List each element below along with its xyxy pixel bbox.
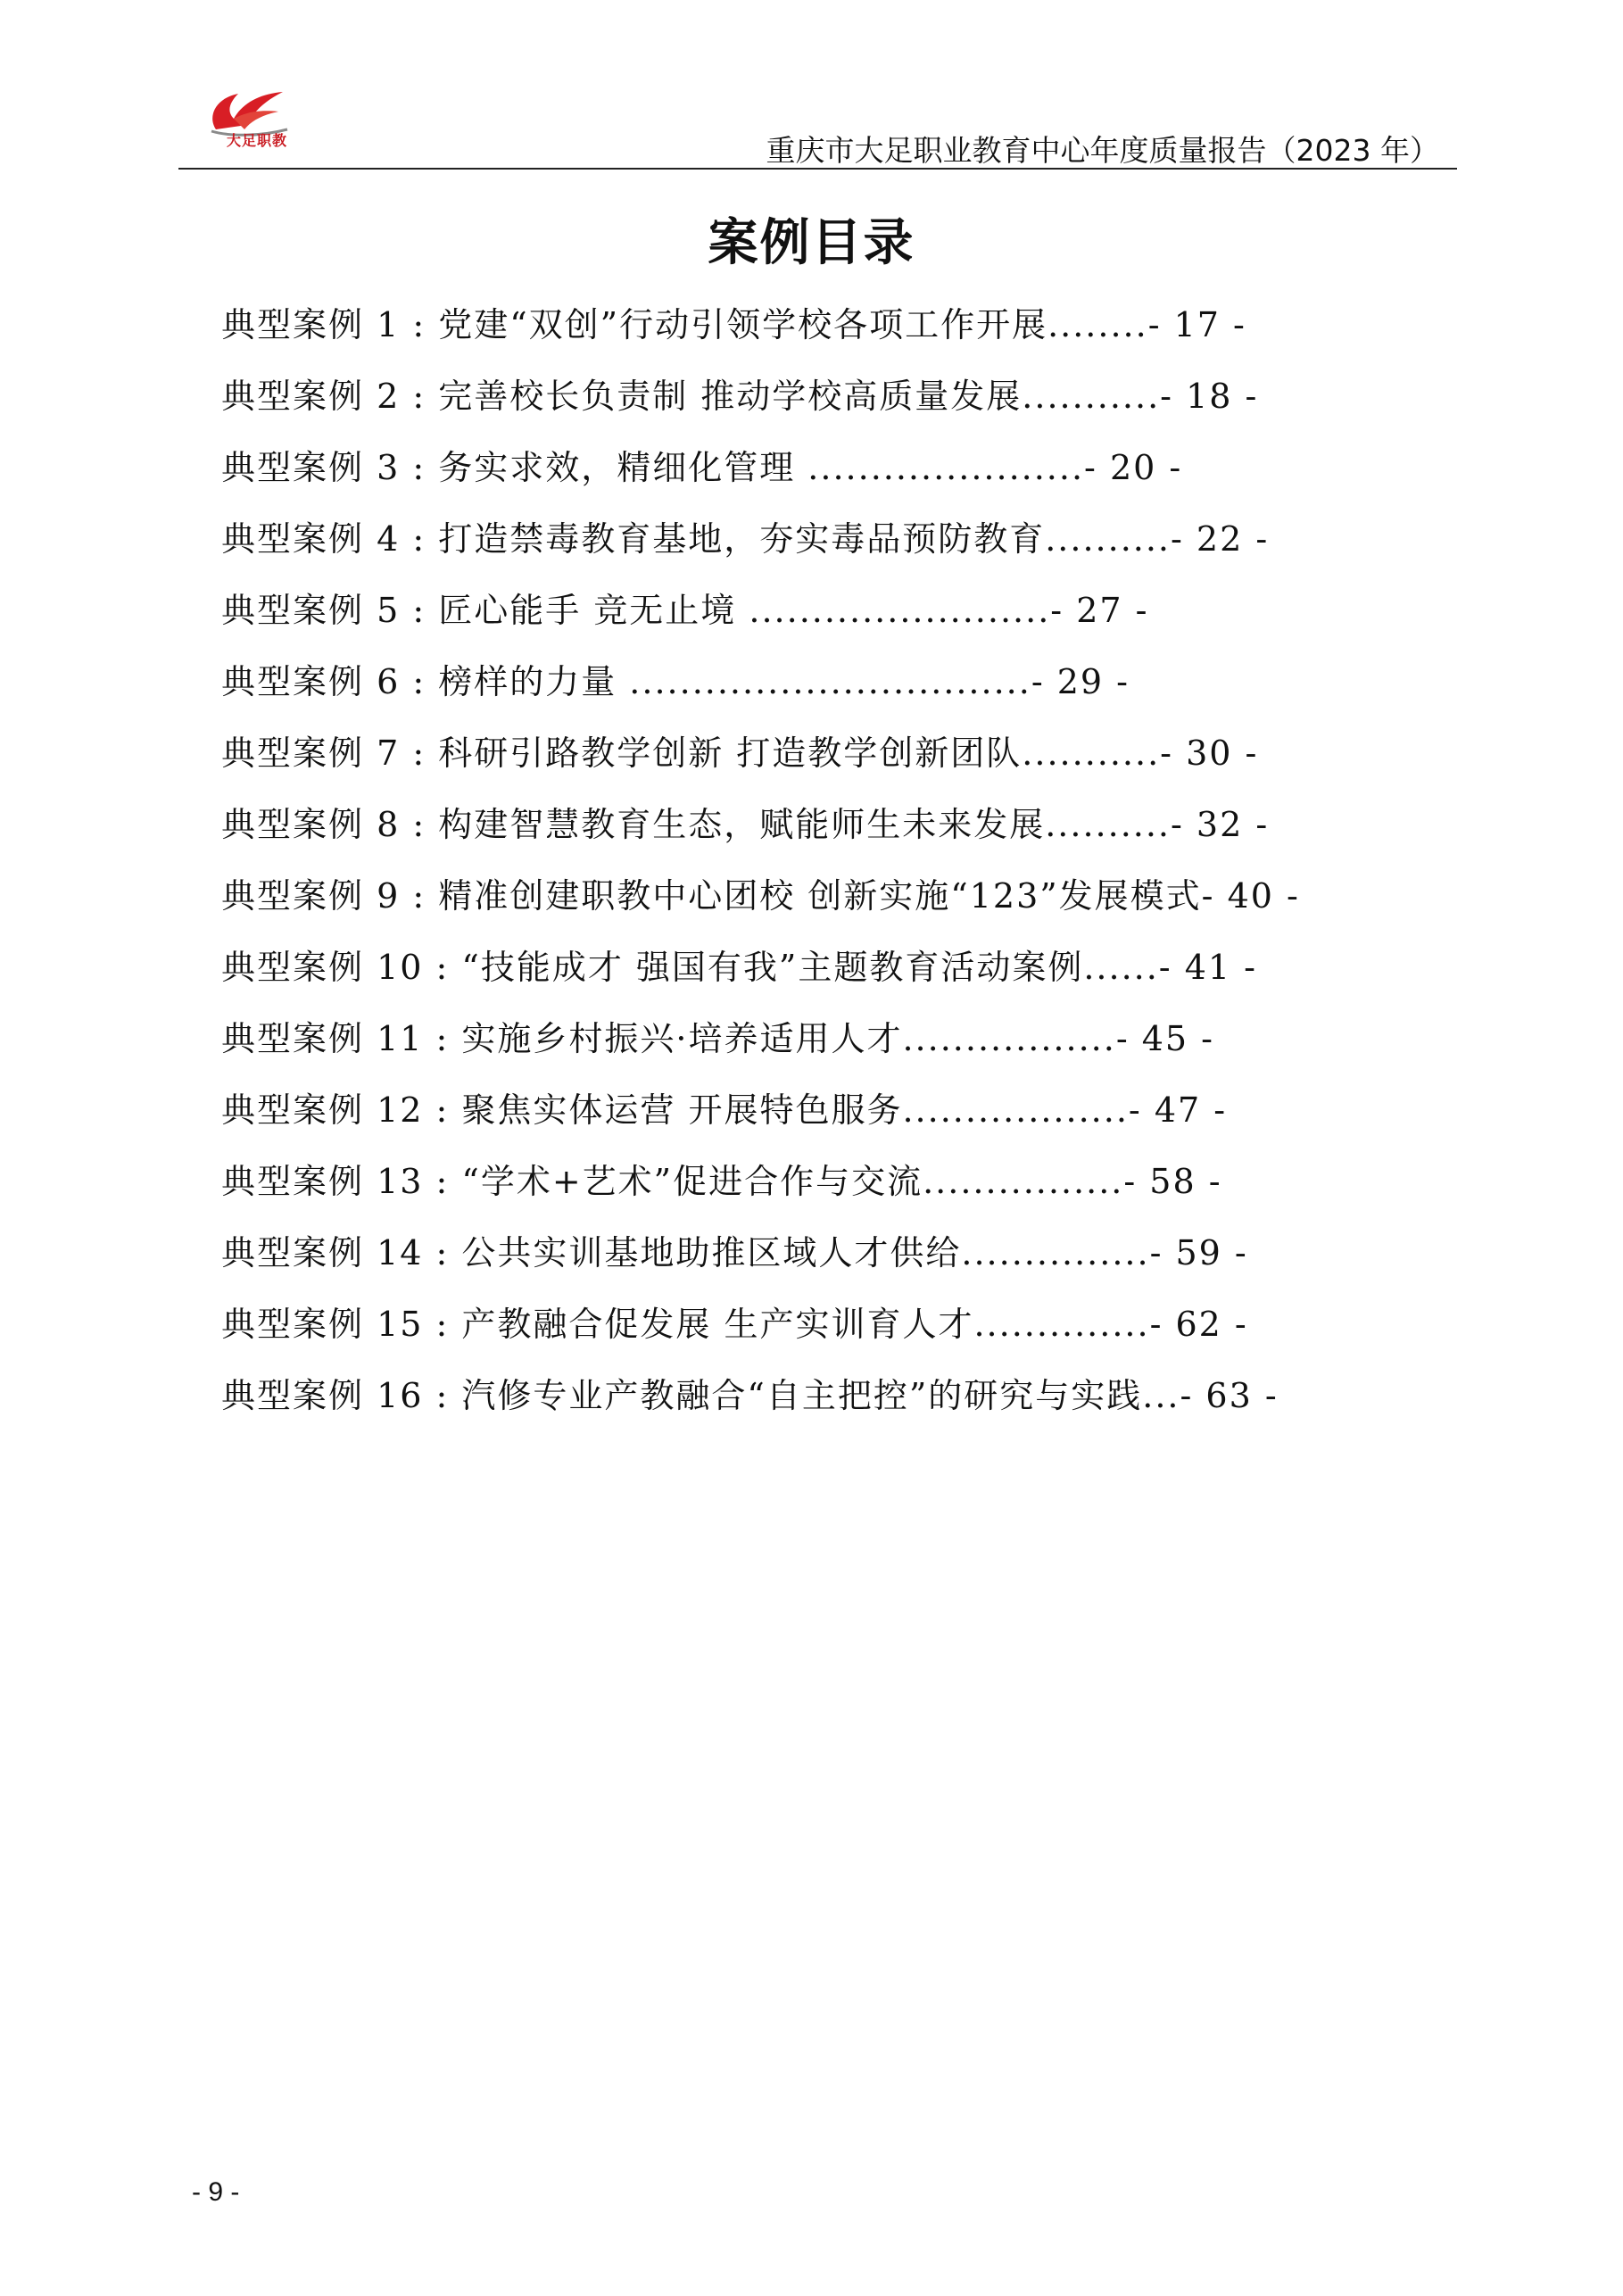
toc-entry-text: 典型案例 11 : 实施乡村振兴·培养适用人才.................- 45 - xyxy=(221,1019,1215,1058)
logo-text: 大足职教 xyxy=(227,132,288,149)
toc-entry-text: 典型案例 7 : 科研引路教学创新 打造教学创新团队...........- 30 - xyxy=(221,734,1259,773)
report-title: 重庆市大足职业教育中心年度质量报告（2023 年） xyxy=(766,133,1439,168)
toc-entry[interactable] xyxy=(221,867,1445,939)
toc-entry[interactable] xyxy=(221,296,1445,368)
toc-entry[interactable] xyxy=(221,1367,1445,1438)
toc-entry[interactable] xyxy=(221,653,1445,725)
toc-entry-text: 典型案例 9 : 精准创建职教中心团校 创新实施“123”发展模式- 40 - xyxy=(221,876,1300,916)
toc-entry-text: 典型案例 12 : 聚焦实体运营 开展特色服务..................- 47 - xyxy=(221,1090,1228,1130)
toc-entry-text: 典型案例 2 : 完善校长负责制 推动学校高质量发展...........- 18 - xyxy=(221,377,1259,416)
toc-entry[interactable] xyxy=(221,725,1445,796)
toc-entry-text: 典型案例 14 : 公共实训基地助推区域人才供给...............- 59 - xyxy=(221,1233,1248,1272)
page-number: - 9 - xyxy=(192,2177,240,2207)
toc-entry-text: 典型案例 1 : 党建“双创”行动引领学校各项工作开展........- 17 - xyxy=(221,305,1246,344)
toc-entry[interactable] xyxy=(221,510,1445,582)
toc-entry[interactable] xyxy=(221,439,1445,510)
toc-entry[interactable] xyxy=(221,939,1445,1010)
toc-entry-text: 典型案例 10 : “技能成才 强国有我”主题教育活动案例......- 41 - xyxy=(221,948,1257,987)
toc-entry-text: 典型案例 5 : 匠心能手 竞无止境 ........................- 27 - xyxy=(221,591,1149,630)
toc-entry[interactable] xyxy=(221,582,1445,653)
toc-entry-text: 典型案例 4 : 打造禁毒教育基地，夯实毒品预防教育..........- 22 - xyxy=(221,519,1270,559)
toc-entry-text: 典型案例 13 : “学术+艺术”促进合作与交流................- 58 - xyxy=(221,1162,1222,1201)
toc-entry-text: 典型案例 3 : 务实求效，精细化管理 ......................- 20 - xyxy=(221,448,1183,487)
toc-entry[interactable] xyxy=(221,1296,1445,1367)
school-logo xyxy=(198,85,296,156)
toc-entry[interactable] xyxy=(221,796,1445,867)
header-divider xyxy=(178,168,1457,170)
toc-entry[interactable] xyxy=(221,368,1445,439)
toc-entry[interactable] xyxy=(221,1224,1445,1296)
toc-entry-text: 典型案例 15 : 产教融合促发展 生产实训育人才..............- 62 - xyxy=(221,1305,1248,1344)
toc-entry-text: 典型案例 8 : 构建智慧教育生态，赋能师生未来发展..........- 32 - xyxy=(221,805,1270,844)
toc-entry[interactable] xyxy=(221,1153,1445,1224)
toc-entry[interactable] xyxy=(221,1010,1445,1082)
toc-entry[interactable] xyxy=(221,1082,1445,1153)
toc-entry-text: 典型案例 6 : 榜样的力量 ................................- 29 - xyxy=(221,662,1130,701)
page-title: 案例目录 xyxy=(708,214,915,272)
toc-entry-text: 典型案例 16 : 汽修专业产教融合“自主把控”的研究与实践...- 63 - xyxy=(221,1376,1279,1415)
case-table-of-contents xyxy=(221,296,1445,1438)
page-header xyxy=(178,85,1457,174)
